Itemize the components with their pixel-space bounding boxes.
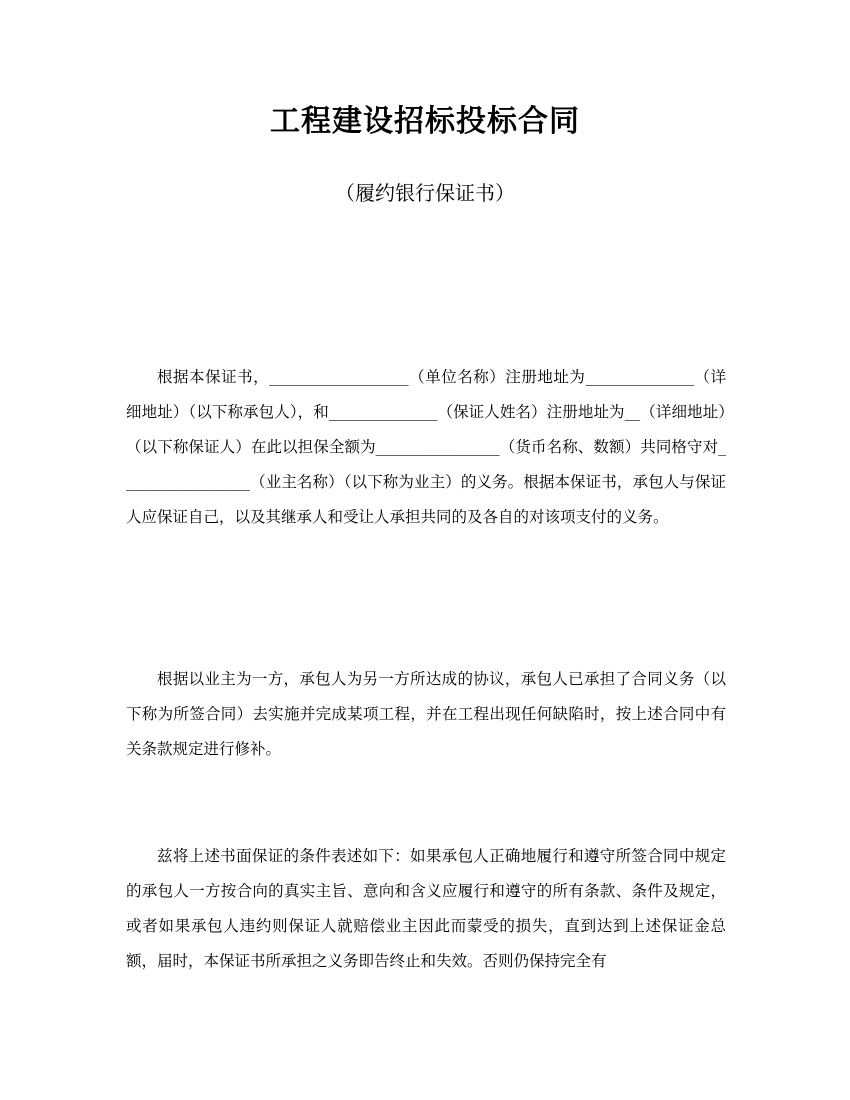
paragraph-text: 根据本保证书，__________________（单位名称）注册地址为______________（详细地址）（以下称承包人），和______________（保证人姓名）注册地址为__（详细地址）（以下称保证人）在此以担保全额为________________（货币名称、数额）共同格守对_________________（业主名称）（以下称为业主）的义务。根据本保证书，承包人与保证人应保证自己，以及其继承人和受让人承担共同的及各自的对该项支付的义务。 xyxy=(126,368,726,526)
paragraph-text: 兹将上述书面保证的条件表述如下：如果承包人正确地履行和遵守所签合同中规定的承包人一方按合向的真实主旨、意向和含义应履行和遵守的所有条款、条件及规定，或者如果承包人违约则保证人就赔偿业主因此而蒙受的损失，直到达到上述保证金总额，届时，本保证书所承担之义务即告终止和失效。否则仍保持完全有 xyxy=(126,847,726,970)
document-title: 工程建设招标投标合同 xyxy=(270,104,580,139)
paragraph-guarantee-conditions xyxy=(126,839,726,979)
paragraph-text: 根据以业主为一方，承包人为另一方所达成的协议，承包人已承担了合同义务（以下称为所签合同）去实施并完成某项工程，并在工程出现任何缺陷时，按上述合同中有关条款规定进行修补。 xyxy=(126,670,726,758)
paragraph-contract-obligation xyxy=(126,662,726,767)
document-subtitle: （履约银行保证书） xyxy=(335,181,515,205)
paragraph-guarantee-parties xyxy=(126,360,726,535)
